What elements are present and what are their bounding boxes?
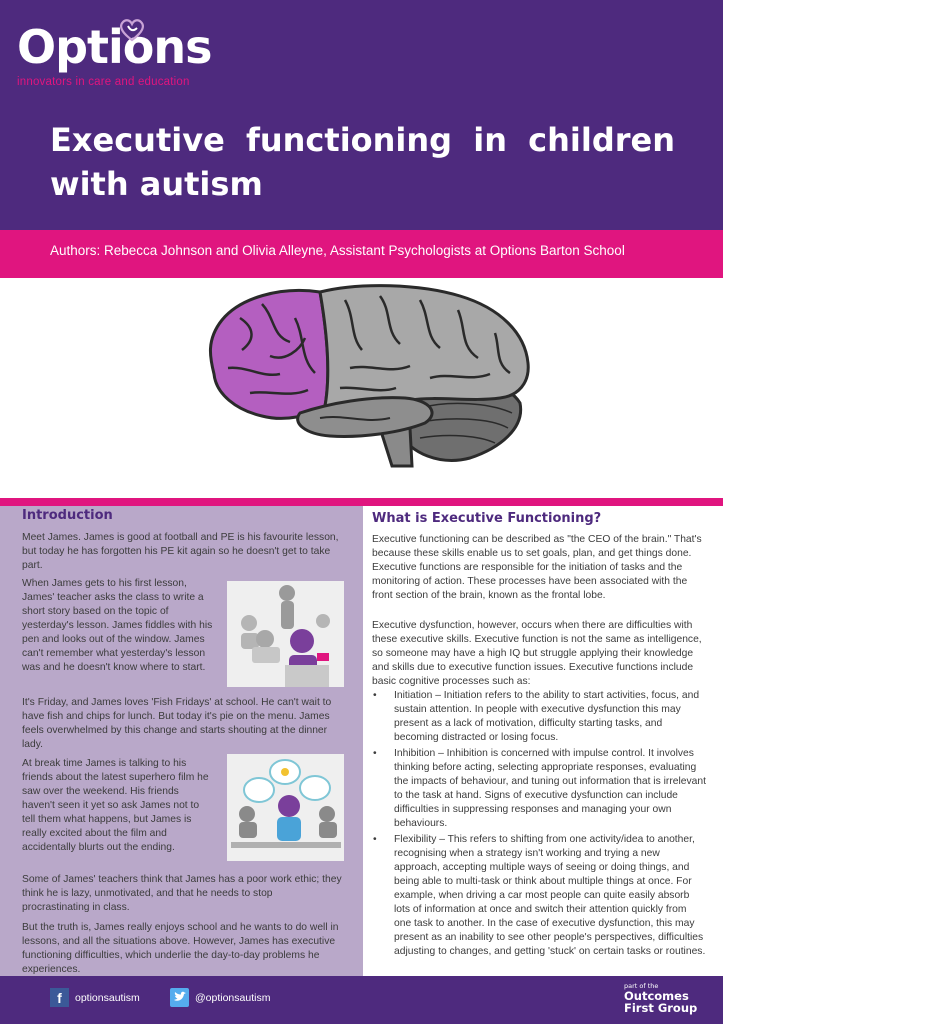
bullet-marker: • — [373, 748, 377, 759]
options-logo — [17, 20, 212, 88]
authors-text: Authors: Rebecca Johnson and Olivia Alleyne, Assistant Psychologists at Options Barton School — [50, 243, 625, 258]
group-line-2: First Group — [624, 1001, 698, 1015]
authors-banner — [0, 230, 723, 278]
bullet-marker: • — [373, 690, 377, 701]
page-title: Executive functioning in children with autism — [50, 121, 675, 203]
twitter-link[interactable]: @optionsautism — [195, 992, 271, 1004]
twitter-icon[interactable] — [170, 988, 189, 1007]
divider-line — [0, 498, 723, 506]
bullet-inhibition — [373, 747, 706, 831]
bullet-initiation — [373, 689, 706, 745]
intro-paragraph-3: It's Friday, and James loves 'Fish Fridays' at school. He can't wait to have fish and chips for lunch. But today it's pie on the menu. James feels overwhelmed by this change and starts shouting at the dinner lady. — [22, 697, 332, 750]
outcomes-first-group-logo — [624, 982, 697, 1014]
what-is-heading: What is Executive Functioning? — [372, 511, 602, 526]
brain-illustration-area — [0, 278, 723, 498]
bullet-marker: • — [373, 834, 377, 845]
bullet-text: Initiation – Initiation refers to the ability to start activities, focus, and sustain attention. In people with executive dysfunction this may present as a lack of motivation, difficulty starting tasks, and becoming distracted or losing focus. — [394, 690, 700, 743]
friends-talking-illustration — [227, 754, 344, 861]
facebook-link[interactable]: optionsautism — [75, 992, 140, 1004]
bullet-text: Inhibition – Inhibition is concerned with impulse control. It involves thinking before acting, selecting appropriate responses, evaluating the impacts of behaviour, and tuning out information that is irrelevant to the task at hand. Signs of executive dysfunction can include difficulties in suppressing responses and managing your own behaviours. — [394, 748, 706, 829]
classroom-illustration — [227, 581, 344, 687]
bullet-flexibility — [373, 833, 706, 959]
intro-paragraph-4: At break time James is talking to his friends about the latest superhero film he saw over the weekend. His friends haven't seen it yet so ask James not to tell them what happens, but James is really excited about the film and accidentally blurts out the ending. — [22, 758, 209, 853]
brain-illustration — [0, 278, 723, 498]
group-prefix: part of the — [624, 982, 659, 990]
group-line-1: Outcomes — [624, 989, 689, 1003]
intro-paragraph-1: Meet James. James is good at football and PE is his favourite lesson, but today he has forgotten his PE kit again so he doesn't get to take part. — [22, 532, 339, 571]
bullet-text: Flexibility – This refers to shifting from one activity/idea to another, recognising when a strategy isn't working and trying a new approach, accepting multiple ways of seeing or doing things, and being able to multi-task or think about multiple things at once. For example, when driving a car most people can quite easily absorb lots of information at once and switch their attention quickly from one task to another. In the case of executive dysfunction, this may present as an inability to see other people's perspectives, difficulties adjusting to changes, and getting 'stuck' on certain tasks or routines. — [394, 834, 706, 957]
facebook-icon[interactable]: f — [50, 988, 69, 1007]
what-paragraph-1: Executive functioning can be described as "the CEO of the brain." That's because these skills enable us to set goals, plan, and get things done. Executive functions are responsible for the initiation of tasks and the monitoring of action. These processes have been associated with the front section of the brain, known as the frontal lobe. — [372, 534, 702, 601]
intro-paragraph-5: Some of James' teachers think that James has a poor work ethic; they think he is lazy, unmotivated, and that he needs to stop procrastinating in class. — [22, 874, 342, 913]
logo-tagline: innovators in care and education — [17, 76, 190, 88]
logo-wordmark: Options — [17, 20, 212, 74]
heart-icon — [117, 16, 147, 42]
introduction-heading: Introduction — [22, 508, 113, 523]
what-paragraph-2: Executive dysfunction, however, occurs when there are difficulties with these executive skills. Executive function is not the same as intelligence, so someone may have a high IQ but struggle applying their knowledge and skills due to executive function issues. Executive functions include basic cognitive processes such as: — [372, 620, 702, 687]
intro-paragraph-2: When James gets to his first lesson, James' teacher asks the class to write a short story based on the topic of yesterday's lesson. James fiddles with his pen and looks out of the window. James can't remember what yesterday's lesson was and he doesn't know where to start. — [22, 578, 213, 673]
intro-paragraph-6: But the truth is, James really enjoys school and he wants to do well in lessons, and all the situations above. However, James has executive functioning difficulties, which underlie the day-to-day problems he experiences. — [22, 922, 339, 975]
